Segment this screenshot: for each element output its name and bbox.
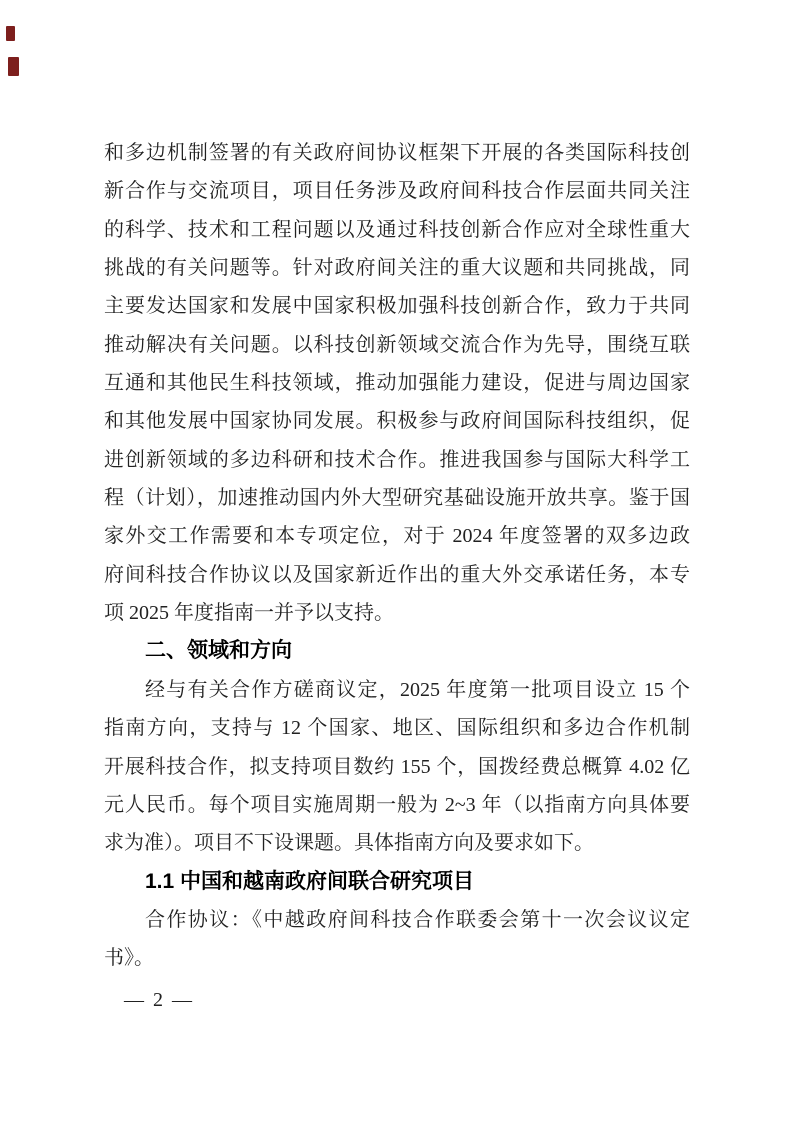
paragraph-line: 合作协议：《中越政府间科技合作联委会第十一次会议议定 <box>145 908 690 931</box>
section-heading: 二、领域和方向 <box>145 639 292 663</box>
paragraph-line: 互通和其他民生科技领域，推动加强能力建设，促进与周边国家 <box>104 372 690 395</box>
paragraph-line: 经与有关合作方磋商议定，2025 年度第一批项目设立 15 个 <box>145 678 690 701</box>
paragraph-line: 开展科技合作，拟支持项目数约 155 个，国拨经费总概算 4.02 亿 <box>104 755 690 778</box>
paragraph-line: 进创新领域的多边科研和技术合作。推进我国参与国际大科学工 <box>104 448 690 471</box>
paragraph-line: 程（计划），加速推动国内外大型研究基础设施开放共享。鉴于国 <box>104 487 690 510</box>
paragraph-line: 主要发达国家和发展中国家积极加强科技创新合作，致力于共同 <box>104 295 690 318</box>
subsection-heading: 1.1 中国和越南政府间联合研究项目 <box>145 869 475 893</box>
scan-artifact-mark <box>8 57 19 76</box>
scan-artifact-mark <box>6 26 15 41</box>
paragraph-line: 的科学、技术和工程问题以及通过科技创新合作应对全球性重大 <box>104 218 690 241</box>
paragraph-line: 新合作与交流项目，项目任务涉及政府间科技合作层面共同关注 <box>104 180 690 203</box>
paragraph-line: 求为准）。项目不下设课题。具体指南方向及要求如下。 <box>104 832 594 855</box>
paragraph-line: 府间科技合作协议以及国家新近作出的重大外交承诺任务，本专 <box>104 563 690 586</box>
paragraph-line: 书》。 <box>104 947 154 970</box>
paragraph-line: 指南方向，支持与 12 个国家、地区、国际组织和多边合作机制 <box>104 717 690 740</box>
paragraph-line: 和其他发展中国家协同发展。积极参与政府间国际科技组织，促 <box>104 410 690 433</box>
document-body <box>104 134 690 978</box>
paragraph-line: 项 2025 年度指南一并予以支持。 <box>104 602 394 625</box>
paragraph-line: 元人民币。每个项目实施周期一般为 2~3 年（以指南方向具体要 <box>104 793 690 816</box>
paragraph-line: 挑战的有关问题等。针对政府间关注的重大议题和共同挑战，同 <box>104 257 690 280</box>
paragraph-line: 推动解决有关问题。以科技创新领域交流合作为先导，围绕互联 <box>104 333 690 356</box>
paragraph-line: 家外交工作需要和本专项定位，对于 2024 年度签署的双多边政 <box>104 525 690 548</box>
page-number: — 2 — <box>124 989 194 1011</box>
paragraph-line: 和多边机制签署的有关政府间协议框架下开展的各类国际科技创 <box>104 142 690 164</box>
